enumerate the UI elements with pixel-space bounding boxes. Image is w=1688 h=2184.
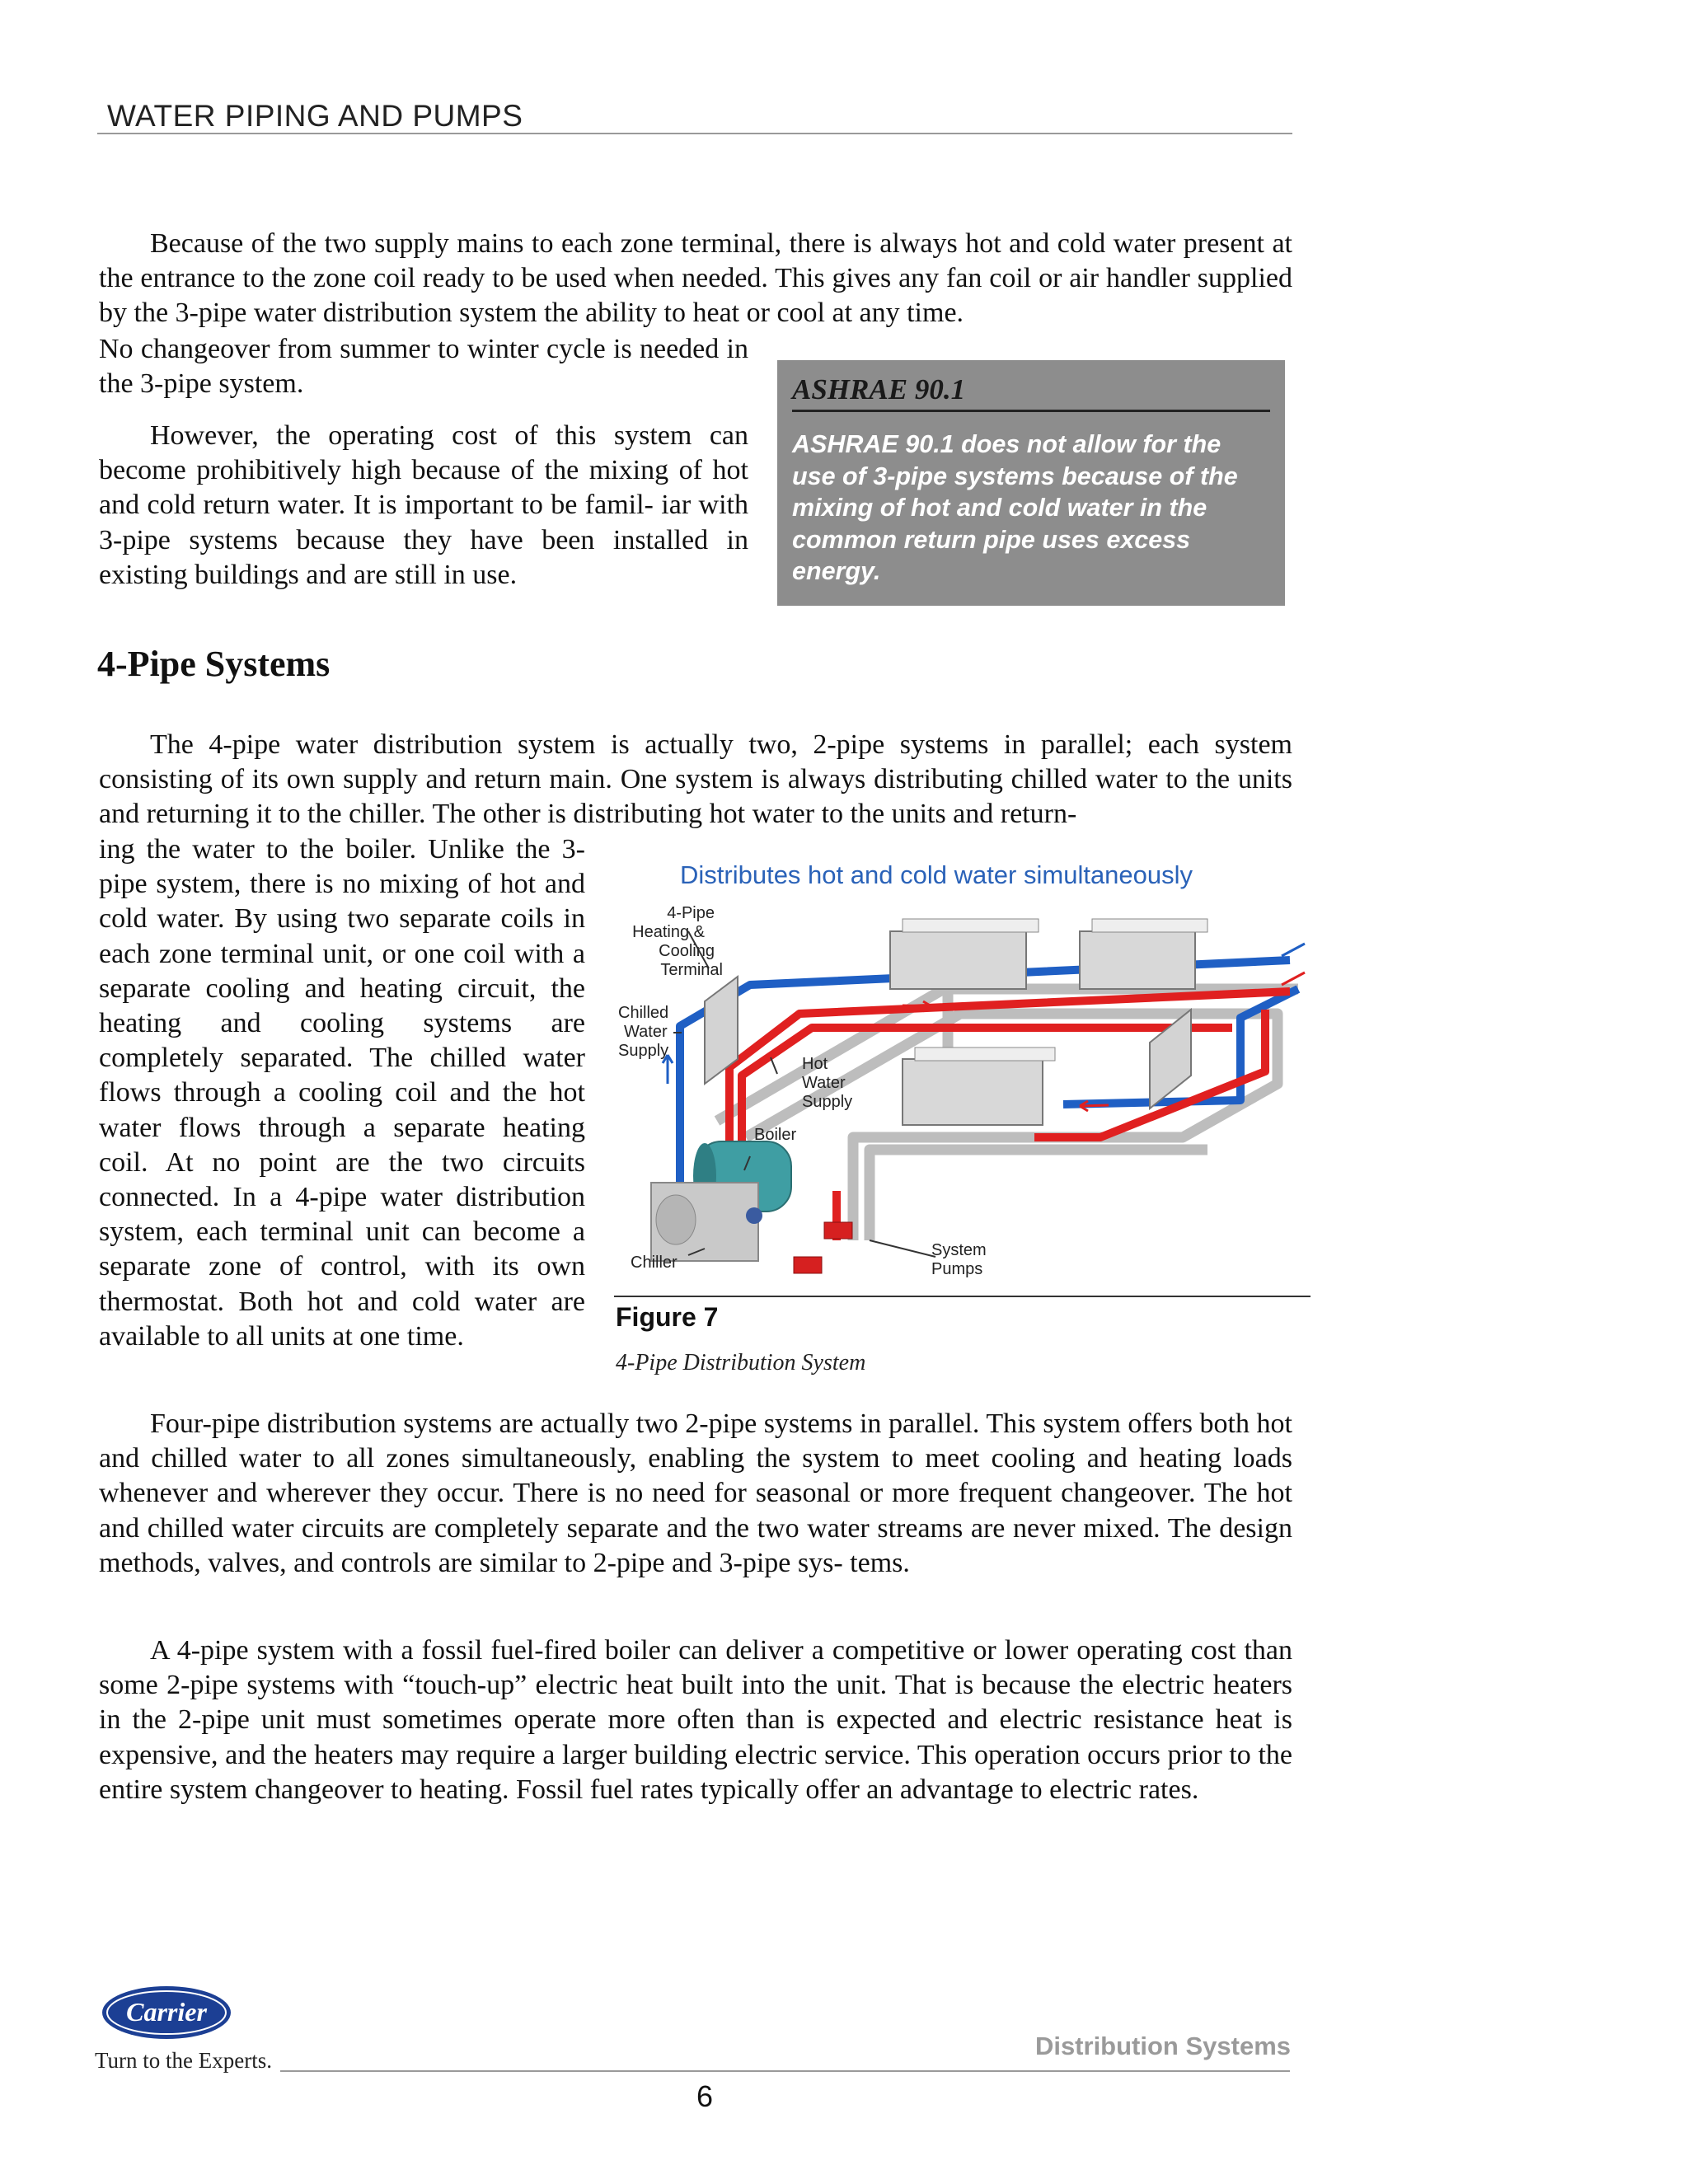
paragraph-3: The 4-pipe water distribution system is actually two, 2-pipe systems in parallel; each system consisting of its own supply and return main. One system is always distributing chilled water to the units and returning it to the chiller. The other is distributing hot water to the units and return-: [99, 729, 1292, 830]
label-terminal-line: Heating &: [632, 923, 705, 941]
header-rule: [97, 133, 1292, 134]
terminal-unit-bottom: [903, 1047, 1055, 1125]
figure-banner: Distributes hot and cold water simultaneously: [680, 860, 1193, 889]
paragraph-1: Because of the two supply mains to each zone terminal, there is always hot and cold water present at the entrance to the zone coil ready to be used when needed. This gives any fan coil or air handler supplied by the 3-pipe water distribution system the ability to heat or cool at any time.: [99, 228, 1292, 329]
paragraph-2: However, the operating cost of this system can become prohibitively high because of the mixing of hot and cold return water. It is important to be famil- iar with 3-pipe systems because they have been installed in existing buildings and are still in use.: [99, 420, 748, 590]
running-head: WATER PIPING AND PUMPS: [107, 99, 523, 133]
paragraph-5: A 4-pipe system with a fossil fuel-fired boiler can deliver a competitive or lower operating cost than some 2-pipe systems with “touch-up” electric heat built into the unit. That is because the electric heaters in the 2-pipe unit must sometimes operate more often than is expected and electric resistance heat is expensive, and the heaters may require a larger building electric service. This operation occurs prior to the entire system changeover to heating. Fossil fuel rates typically offer an advantage to electric rates.: [99, 1635, 1292, 1805]
label-system-pumps: [931, 1241, 987, 1278]
figure-caption: 4-Pipe Distribution System: [616, 1350, 866, 1376]
system-pumps: [794, 1222, 852, 1273]
paragraph-4: Four-pipe distribution systems are actually two 2-pipe systems in parallel. This system offers both hot and chilled water to all zones simultaneously, enabling the system to meet cooling and heating loads whenever and wherever they occur. There is no need for seasonal or more frequent changeover. The hot and chilled water circuits are completely separate and the two water streams are never mixed. The design methods, valves, and controls are similar to 2-pipe and 3-pipe sys- tems.: [99, 1408, 1292, 1578]
label-pumps-line: System: [931, 1241, 987, 1259]
figure-rule: [614, 1296, 1311, 1297]
label-chilled-line: Chilled: [618, 1004, 669, 1022]
terminal-unit-top-middle: [890, 919, 1039, 989]
figure-illustration: [606, 853, 1311, 1294]
label-chilled-water-supply: [618, 1004, 668, 1060]
carrier-logo-mark: [92, 1978, 290, 2052]
footer-section-title: Distribution Systems: [1034, 2032, 1291, 2060]
label-boiler: Boiler: [754, 1126, 797, 1144]
label-terminal-line: 4-Pipe: [667, 904, 715, 922]
label-pumps-line: Pumps: [931, 1260, 983, 1278]
paragraph-1-continued: No changeover from summer to winter cycle is needed in the 3-pipe system.: [99, 334, 748, 400]
label-terminal-line: Cooling: [659, 942, 715, 960]
ashrae-sidebar: [777, 360, 1285, 606]
label-terminal: [632, 904, 723, 979]
label-chilled-line: Supply: [618, 1042, 669, 1060]
sidebar-title: ASHRAE 90.1: [792, 373, 1270, 412]
terminal-unit-top-right: [1080, 919, 1207, 989]
section-heading: 4-Pipe Systems: [97, 644, 331, 684]
label-chiller: Chiller: [631, 1254, 678, 1272]
label-hot-line: Hot: [802, 1055, 828, 1073]
label-chilled-line: Water: [624, 1023, 668, 1041]
page-number: 6: [696, 2079, 714, 2113]
paragraph-3-continued: ing the water to the boiler. Unlike the 3-pipe system, there is no mixing of hot and cold water. By using two separate coils in each zone terminal unit, or one coil with a separate cooling and heating circuit, the heating and cooling systems are completely separated. The chilled water flows through a cooling coil and the hot water flows through a separate heating coil. At no point are the two circuits connected. In a 4-pipe water distribution system, each terminal unit can become a separate zone of control, with its own thermostat. Both hot and cold water are available to all units at one time.: [99, 834, 585, 1352]
chiller: [651, 1183, 762, 1261]
carrier-tagline: Turn to the Experts.: [95, 2048, 272, 2073]
logo-text: Carrier: [126, 1997, 207, 2027]
figure-4-pipe-diagram: [606, 853, 1311, 1294]
label-hot-line: Supply: [802, 1093, 853, 1111]
figure-label: Figure 7: [616, 1302, 719, 1332]
label-hot-water-supply: [802, 1055, 852, 1111]
label-terminal-line: Terminal: [660, 961, 723, 979]
footer-rule: [280, 2070, 1290, 2072]
label-hot-line: Water: [802, 1074, 846, 1092]
sidebar-text: ASHRAE 90.1 does not allow for the use of 3-pipe systems because of the mixing of hot and cold water in the common return pipe uses excess energy.: [792, 430, 1238, 585]
